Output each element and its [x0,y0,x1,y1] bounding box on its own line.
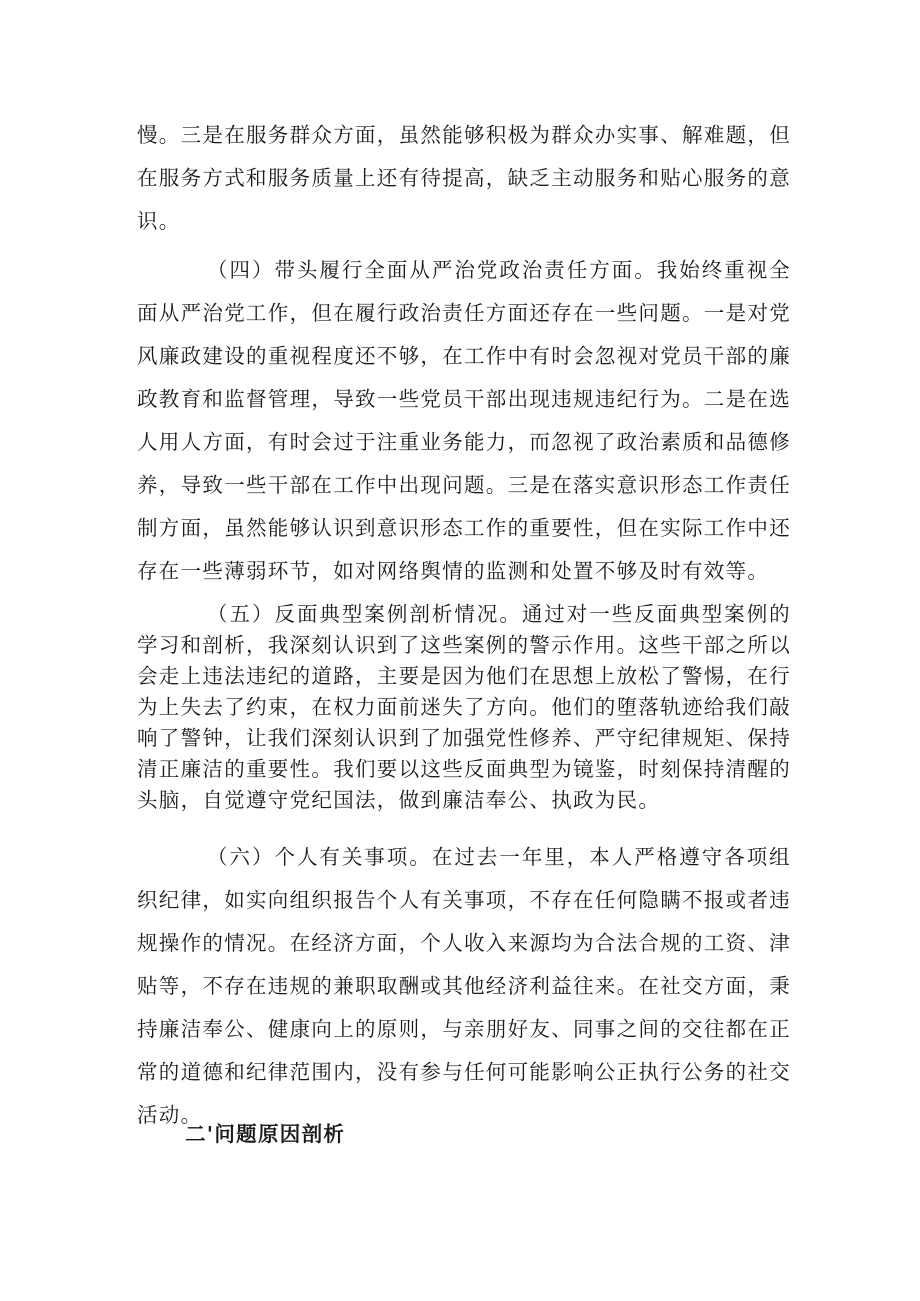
paragraph-section-five: （五）反面典型案例剖析情况。通过对一些反面典型案例的学习和剖析，我深刻认识到了这些案例的警示作用。这些干部之所以会走上违法违纪的道路，主要是因为他们在思想上放松了警惕，在行为上失去了约束，在权力面前迷失了方向。他们的堕落轨迹给我们敲响了警钟，让我们深刻认识到了加强党性修养、严守纪律规矩、保持清正廉洁的重要性。我们要以这些反面典型为镜鉴，时刻保持清醒的头脑，自觉遵守党纪国法，做到廉洁奉公、执政为民。 [137,602,791,812]
section-heading: 二'问题原因剖析 [185,1122,346,1146]
paragraph-section-four: （四）带头履行全面从严治党政治责任方面。我始终重视全面从严治党工作，但在履行政治责任方面还存在一些问题。一是对党风廉政建设的重视程度还不够，在工作中有时会忽视对党员干部的廉政教育和监督管理，导致一些党员干部出现违规违纪行为。二是在选人用人方面，有时会过于注重业务能力，而忽视了政治素质和品德修养，导致一些干部在工作中出现问题。三是在落实意识形态工作责任制方面，虽然能够认识到意识形态工作的重要性，但在实际工作中还存在一些薄弱环节，如对网络舆情的监测和处置不够及时有效等。 [137,258,791,583]
paragraph-continuation: 慢。三是在服务群众方面，虽然能够积极为群众办实事、解难题，但在服务方式和服务质量上还有待提高，缺乏主动服务和贴心服务的意识。 [137,123,791,233]
paragraph-section-six: （六）个人有关事项。在过去一年里，本人严格遵守各项组织纪律，如实向组织报告个人有关事项，不存在任何隐瞒不报或者违规操作的情况。在经济方面，个人收入来源均为合法合规的工资、津贴等，不存在违规的兼职取酬或其他经济利益往来。在社交方面，秉持廉洁奉公、健康向上的原则，与亲朋好友、同事之间的交往都在正常的道德和纪律范围内，没有参与任何可能影响公正执行公务的社交活动。 [137,845,791,1127]
